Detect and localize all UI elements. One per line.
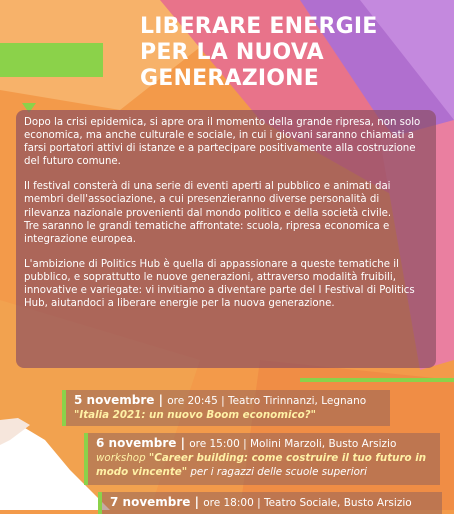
green-line-right [300,378,454,382]
event-separator: | [176,436,190,450]
event-details: ore 15:00 | Molini Marzoli, Busto Arsizio [189,438,397,450]
event-workshop-label: workshop [96,452,149,464]
description-box [16,110,436,368]
event-subtitle: "Italia 2021: un nuovo Boom economico?" [74,409,317,421]
paragraph-4: L'ambizione di Politics Hub è quella di appassionare a queste tematiche il pubblico, e soprattutto le nuove generazioni, attraverso modalità fruibili, innovative e variegate: vi invitiamo a diventare parte del I Festival di Politics Hub, aiutandoci a liberare energie per la nuova generazione. [24,258,415,310]
title-line-2: PER LA NUOVA [140,40,324,65]
event-item-3 [98,492,442,514]
green-bar-top [0,43,103,77]
title-line-3: GENERAZIONE [140,66,319,91]
event-separator: | [190,495,204,509]
page-title [140,14,450,92]
title-line-1: LIBERARE ENERGIE [140,14,378,39]
paragraph-2: Il festival consterà di una serie di eventi aperti al pubblico e animati dai membri dell'associazione, a cui presenzieranno diverse personalità di rilevanza nazionale provenienti dal mondo politico e della società civile. [24,181,392,219]
event-item-1 [62,390,390,426]
event-date: 7 novembre [110,495,191,509]
event-separator: | [154,393,168,407]
event-item-2 [84,433,440,485]
event-subtitle-tail: per i ragazzi delle scuole superiori [187,466,367,478]
event-date: 5 novembre [74,393,155,407]
paragraph-1: Dopo la crisi epidemica, si apre ora il momento della grande ripresa, non solo economica, ma anche culturale e sociale, in cui i giovani saranno chiamati a farsi portatori attivi di istanze e a partecipare positivamente alla costruzione del futuro comune. [24,117,421,168]
event-details: ore 18:00 | Teatro Sociale, Busto Arsizio [203,497,412,509]
paragraph-3: Tre saranno le grandi tematiche affrontate: scuola, ripresa economica e integrazione europea. [24,220,390,245]
event-date: 6 novembre [96,436,177,450]
event-subtitle: "Career building: come costruire il tuo futuro in modo vincente" [96,452,427,478]
event-details: ore 20:45 | Teatro Tirinnanzi, Legnano [167,395,367,407]
